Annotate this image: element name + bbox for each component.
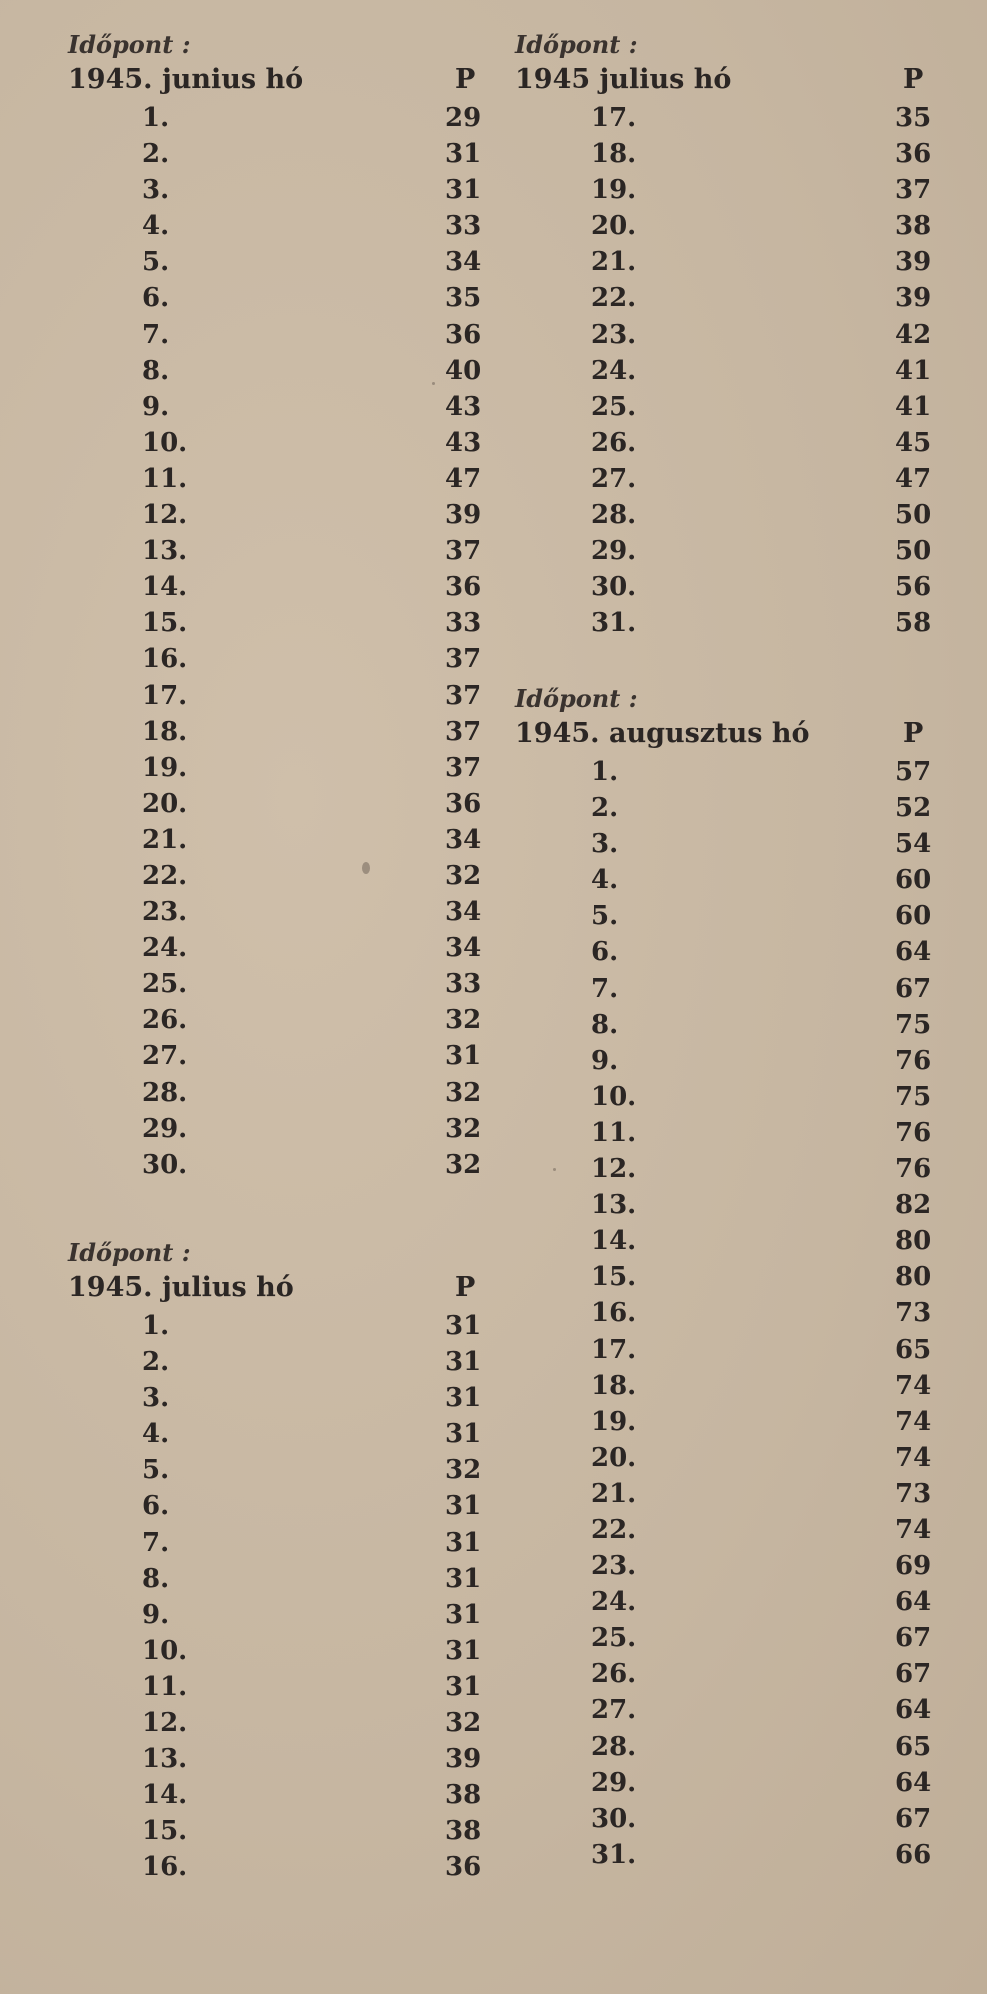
day-cell: 29.	[142, 1113, 188, 1144]
table-row	[0, 1488, 500, 1524]
price-cell: 57	[895, 757, 932, 787]
table-row	[0, 1669, 500, 1705]
price-cell: 32	[445, 860, 482, 891]
price-cell: 64	[895, 1587, 932, 1618]
table-row	[505, 1620, 975, 1656]
price-cell: 32	[445, 1149, 482, 1180]
table-row	[505, 1368, 975, 1404]
table-row	[505, 1837, 975, 1873]
table-row	[505, 533, 975, 569]
price-cell: 75	[895, 1081, 932, 1112]
section-header	[505, 714, 975, 754]
price-cell: 29	[445, 103, 482, 133]
day-cell: 2.	[142, 139, 170, 170]
price-cell: 76	[895, 1117, 932, 1148]
price-cell: 37	[895, 175, 932, 206]
table-row	[0, 822, 500, 858]
table-row	[505, 1187, 975, 1223]
price-cell: 47	[895, 463, 932, 494]
day-cell: 27.	[591, 1695, 637, 1726]
table-row	[505, 1115, 975, 1151]
day-cell: 5.	[142, 247, 170, 278]
day-cell: 7.	[591, 973, 619, 1004]
table-row	[0, 425, 500, 461]
table-row	[0, 100, 500, 136]
day-cell: 16.	[591, 1298, 637, 1329]
table-row	[0, 1380, 500, 1416]
month-heading: 1945 julius hó	[515, 64, 732, 95]
unit-heading: P	[455, 1272, 476, 1303]
price-cell: 39	[895, 283, 932, 314]
day-cell: 30.	[142, 1149, 188, 1180]
price-cell: 80	[895, 1262, 932, 1293]
day-cell: 25.	[142, 969, 188, 1000]
day-cell: 15.	[142, 608, 188, 639]
price-cell: 40	[445, 355, 482, 386]
price-cell: 31	[445, 175, 482, 206]
day-cell: 30.	[591, 572, 637, 603]
price-cell: 32	[445, 1077, 482, 1108]
price-cell: 74	[895, 1370, 932, 1401]
price-cell: 31	[445, 1527, 482, 1558]
price-cell: 37	[445, 644, 482, 675]
unit-heading: P	[903, 64, 924, 95]
price-cell: 41	[895, 355, 932, 386]
table-row	[0, 750, 500, 786]
table-row	[505, 1295, 975, 1331]
price-cell: 54	[895, 829, 932, 860]
price-cell: 65	[895, 1731, 932, 1762]
table-row	[0, 1777, 500, 1813]
table-row	[505, 1729, 975, 1765]
price-cell: 74	[895, 1514, 932, 1545]
day-cell: 29.	[591, 1767, 637, 1798]
table-row	[0, 894, 500, 930]
table-row	[0, 497, 500, 533]
table-row	[0, 1741, 500, 1777]
price-cell: 31	[445, 1563, 482, 1594]
table-row	[505, 1043, 975, 1079]
july-1945-first-half-table	[0, 1238, 500, 1886]
table-row	[0, 208, 500, 244]
price-cell: 65	[895, 1334, 932, 1365]
table-row	[505, 1079, 975, 1115]
price-cell: 31	[445, 1311, 482, 1341]
day-cell: 23.	[591, 1551, 637, 1582]
price-cell: 31	[445, 1383, 482, 1414]
price-cell: 34	[445, 824, 482, 855]
table-row	[505, 136, 975, 172]
day-cell: 4.	[142, 211, 170, 242]
table-row	[0, 966, 500, 1002]
table-row	[0, 1308, 500, 1344]
table-row	[0, 858, 500, 894]
day-cell: 18.	[591, 139, 637, 170]
table-row	[505, 1548, 975, 1584]
table-row	[505, 569, 975, 605]
table-row	[0, 1597, 500, 1633]
table-row	[505, 1404, 975, 1440]
print-speck	[553, 1168, 556, 1171]
price-cell: 37	[445, 752, 482, 783]
price-cell: 58	[895, 608, 932, 639]
price-cell: 67	[895, 1659, 932, 1690]
day-cell: 7.	[142, 1527, 170, 1558]
table-row	[0, 1038, 500, 1074]
price-cell: 73	[895, 1478, 932, 1509]
day-cell: 19.	[591, 1406, 637, 1437]
table-row	[0, 1813, 500, 1849]
day-cell: 6.	[142, 283, 170, 314]
day-cell: 31.	[591, 608, 637, 639]
month-heading: 1945. augusztus hó	[515, 718, 810, 749]
day-cell: 12.	[142, 500, 188, 531]
price-cell: 33	[445, 608, 482, 639]
table-row	[0, 533, 500, 569]
day-cell: 8.	[142, 1563, 170, 1594]
table-row	[0, 317, 500, 353]
table-row	[505, 461, 975, 497]
table-row	[505, 1692, 975, 1728]
price-cell: 64	[895, 937, 932, 968]
table-row	[505, 208, 975, 244]
table-row	[505, 1512, 975, 1548]
table-row	[505, 1584, 975, 1620]
day-cell: 20.	[591, 1442, 637, 1473]
day-cell: 17.	[591, 1334, 637, 1365]
price-cell: 32	[445, 1113, 482, 1144]
day-cell: 5.	[142, 1455, 170, 1486]
table-row	[505, 1007, 975, 1043]
price-cell: 73	[895, 1298, 932, 1329]
price-cell: 76	[895, 1154, 932, 1185]
table-row	[505, 425, 975, 461]
day-cell: 23.	[591, 319, 637, 350]
table-row	[505, 353, 975, 389]
table-row	[505, 605, 975, 641]
day-cell: 17.	[142, 680, 188, 711]
section-label: Időpont :	[515, 684, 638, 713]
price-cell: 37	[445, 716, 482, 747]
day-cell: 28.	[591, 500, 637, 531]
day-cell: 21.	[142, 824, 188, 855]
price-cell: 80	[895, 1226, 932, 1257]
table-row	[505, 1151, 975, 1187]
price-cell: 60	[895, 901, 932, 932]
price-cell: 42	[895, 319, 932, 350]
july-1945-second-half-table	[505, 30, 975, 641]
day-cell: 6.	[591, 937, 619, 968]
price-cell: 74	[895, 1406, 932, 1437]
table-row	[505, 971, 975, 1007]
table-row	[505, 1801, 975, 1837]
table-row	[505, 389, 975, 425]
section-label: Időpont :	[515, 30, 638, 59]
day-cell: 29.	[591, 536, 637, 567]
price-cell: 33	[445, 211, 482, 242]
day-cell: 19.	[591, 175, 637, 206]
august-1945-table	[505, 684, 975, 1873]
price-cell: 50	[895, 500, 932, 531]
table-row	[505, 497, 975, 533]
day-cell: 21.	[591, 1478, 637, 1509]
day-cell: 9.	[142, 1599, 170, 1630]
price-cell: 31	[445, 1635, 482, 1666]
day-cell: 3.	[591, 829, 619, 860]
price-cell: 74	[895, 1442, 932, 1473]
price-cell: 36	[445, 788, 482, 819]
day-cell: 12.	[591, 1154, 637, 1185]
day-cell: 10.	[591, 1081, 637, 1112]
table-row	[0, 714, 500, 750]
day-cell: 24.	[142, 933, 188, 964]
table-row	[0, 1561, 500, 1597]
day-cell: 26.	[142, 1005, 188, 1036]
price-cell: 31	[445, 1599, 482, 1630]
table-row	[0, 1344, 500, 1380]
price-cell: 75	[895, 1009, 932, 1040]
day-cell: 10.	[142, 427, 188, 458]
section-label: Időpont :	[68, 30, 191, 59]
month-heading: 1945. julius hó	[68, 1272, 294, 1303]
table-row	[0, 1452, 500, 1488]
day-cell: 14.	[591, 1226, 637, 1257]
day-cell: 31.	[591, 1839, 637, 1870]
price-cell: 47	[445, 463, 482, 494]
table-row	[505, 317, 975, 353]
print-speck	[432, 382, 435, 385]
table-row	[0, 172, 500, 208]
day-cell: 2.	[591, 793, 619, 824]
price-cell: 34	[445, 247, 482, 278]
day-cell: 13.	[142, 536, 188, 567]
day-cell: 26.	[591, 427, 637, 458]
price-cell: 39	[895, 247, 932, 278]
section-header	[0, 1268, 500, 1308]
day-cell: 1.	[142, 103, 170, 133]
table-row	[505, 244, 975, 280]
day-cell: 12.	[142, 1708, 188, 1739]
day-cell: 15.	[142, 1816, 188, 1847]
day-cell: 14.	[142, 572, 188, 603]
table-row	[505, 862, 975, 898]
price-cell: 67	[895, 1803, 932, 1834]
day-cell: 24.	[591, 1587, 637, 1618]
price-cell: 38	[445, 1816, 482, 1847]
price-cell: 67	[895, 1623, 932, 1654]
price-cell: 39	[445, 1744, 482, 1775]
month-heading: 1945. junius hó	[68, 64, 304, 95]
price-cell: 36	[445, 319, 482, 350]
unit-heading: P	[903, 718, 924, 749]
table-row	[0, 1705, 500, 1741]
table-row	[0, 353, 500, 389]
price-cell: 31	[445, 1671, 482, 1702]
day-cell: 15.	[591, 1262, 637, 1293]
table-row	[0, 1416, 500, 1452]
day-cell: 22.	[591, 1514, 637, 1545]
table-row	[0, 1075, 500, 1111]
table-row	[505, 280, 975, 316]
price-cell: 41	[895, 391, 932, 422]
day-cell: 18.	[591, 1370, 637, 1401]
day-cell: 28.	[142, 1077, 188, 1108]
table-row	[505, 1259, 975, 1295]
table-row	[0, 930, 500, 966]
price-cell: 31	[445, 1347, 482, 1378]
price-cell: 36	[445, 572, 482, 603]
day-cell: 6.	[142, 1491, 170, 1522]
table-row	[0, 1849, 500, 1885]
price-cell: 32	[445, 1005, 482, 1036]
day-cell: 8.	[591, 1009, 619, 1040]
day-cell: 5.	[591, 901, 619, 932]
price-cell: 45	[895, 427, 932, 458]
price-cell: 33	[445, 969, 482, 1000]
table-row	[0, 136, 500, 172]
day-cell: 9.	[591, 1045, 619, 1076]
table-row	[0, 605, 500, 641]
table-row	[0, 1147, 500, 1183]
table-row	[505, 1332, 975, 1368]
price-cell: 34	[445, 933, 482, 964]
table-row	[505, 1440, 975, 1476]
price-cell: 52	[895, 793, 932, 824]
price-cell: 36	[895, 139, 932, 170]
day-cell: 11.	[591, 1117, 637, 1148]
day-cell: 22.	[591, 283, 637, 314]
price-cell: 67	[895, 973, 932, 1004]
table-row	[0, 678, 500, 714]
table-row	[505, 172, 975, 208]
price-cell: 64	[895, 1695, 932, 1726]
table-row	[0, 1002, 500, 1038]
price-cell: 82	[895, 1190, 932, 1221]
price-cell: 38	[445, 1780, 482, 1811]
section-header	[505, 60, 975, 100]
price-cell: 69	[895, 1551, 932, 1582]
price-cell: 37	[445, 536, 482, 567]
day-cell: 1.	[591, 757, 619, 787]
table-row	[0, 569, 500, 605]
price-cell: 76	[895, 1045, 932, 1076]
price-cell: 50	[895, 536, 932, 567]
price-cell: 66	[895, 1839, 932, 1870]
day-cell: 23.	[142, 897, 188, 928]
day-cell: 13.	[591, 1190, 637, 1221]
table-row	[505, 1656, 975, 1692]
section-header	[0, 60, 500, 100]
day-cell: 19.	[142, 752, 188, 783]
price-cell: 32	[445, 1455, 482, 1486]
day-cell: 1.	[142, 1311, 170, 1341]
day-cell: 28.	[591, 1731, 637, 1762]
table-row	[0, 1525, 500, 1561]
price-cell: 38	[895, 211, 932, 242]
day-cell: 13.	[142, 1744, 188, 1775]
price-cell: 37	[445, 680, 482, 711]
table-row	[505, 100, 975, 136]
day-cell: 11.	[142, 1671, 188, 1702]
price-cell: 35	[895, 103, 932, 133]
table-row	[0, 389, 500, 425]
day-cell: 11.	[142, 463, 188, 494]
price-cell: 34	[445, 897, 482, 928]
price-cell: 64	[895, 1767, 932, 1798]
day-cell: 10.	[142, 1635, 188, 1666]
day-cell: 30.	[591, 1803, 637, 1834]
day-cell: 25.	[591, 1623, 637, 1654]
price-cell: 31	[445, 139, 482, 170]
price-cell: 35	[445, 283, 482, 314]
day-cell: 21.	[591, 247, 637, 278]
day-cell: 27.	[142, 1041, 188, 1072]
day-cell: 7.	[142, 319, 170, 350]
table-row	[505, 826, 975, 862]
table-row	[505, 1476, 975, 1512]
price-cell: 31	[445, 1491, 482, 1522]
day-cell: 16.	[142, 644, 188, 675]
table-row	[0, 1111, 500, 1147]
price-cell: 31	[445, 1041, 482, 1072]
price-cell: 43	[445, 427, 482, 458]
price-cell: 32	[445, 1708, 482, 1739]
table-row	[0, 244, 500, 280]
print-speck	[362, 862, 370, 874]
table-row	[0, 280, 500, 316]
price-cell: 36	[445, 1852, 482, 1883]
day-cell: 24.	[591, 355, 637, 386]
price-cell: 39	[445, 500, 482, 531]
day-cell: 16.	[142, 1852, 188, 1883]
price-cell: 60	[895, 865, 932, 896]
section-label: Időpont :	[68, 1238, 191, 1267]
day-cell: 4.	[142, 1419, 170, 1450]
day-cell: 17.	[591, 103, 637, 133]
price-cell: 56	[895, 572, 932, 603]
unit-heading: P	[455, 64, 476, 95]
day-cell: 3.	[142, 1383, 170, 1414]
day-cell: 9.	[142, 391, 170, 422]
day-cell: 18.	[142, 716, 188, 747]
table-row	[0, 461, 500, 497]
day-cell: 20.	[591, 211, 637, 242]
table-row	[0, 786, 500, 822]
day-cell: 22.	[142, 860, 188, 891]
day-cell: 26.	[591, 1659, 637, 1690]
price-cell: 43	[445, 391, 482, 422]
day-cell: 20.	[142, 788, 188, 819]
day-cell: 25.	[591, 391, 637, 422]
table-row	[505, 790, 975, 826]
price-cell: 31	[445, 1419, 482, 1450]
table-row	[505, 754, 975, 790]
day-cell: 27.	[591, 463, 637, 494]
day-cell: 8.	[142, 355, 170, 386]
table-row	[505, 1223, 975, 1259]
day-cell: 2.	[142, 1347, 170, 1378]
day-cell: 3.	[142, 175, 170, 206]
table-row	[0, 641, 500, 677]
day-cell: 4.	[591, 865, 619, 896]
table-row	[505, 898, 975, 934]
table-row	[505, 1765, 975, 1801]
table-row	[505, 934, 975, 970]
june-1945-table	[0, 30, 500, 1183]
day-cell: 14.	[142, 1780, 188, 1811]
table-row	[0, 1633, 500, 1669]
